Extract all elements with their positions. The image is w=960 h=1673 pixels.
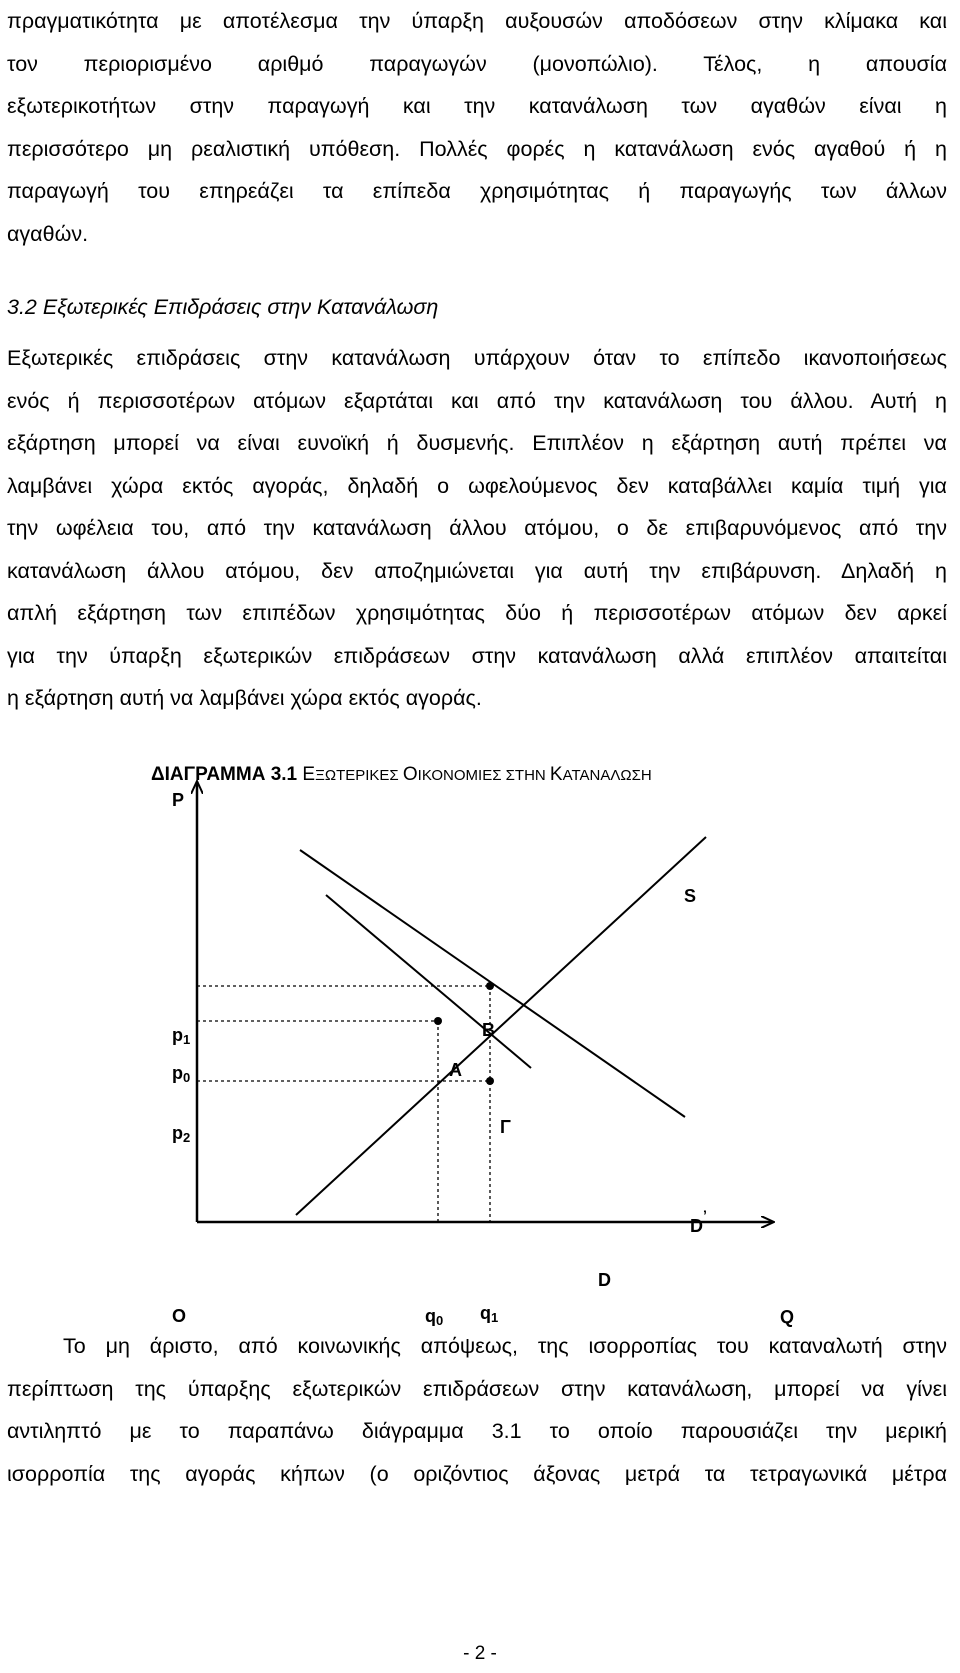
q1-label: q1 <box>480 1303 499 1325</box>
text-line: την ωφέλεια του, από την κατανάλωση άλλου ατόμου, ο δε επιβαρυνόμενος από την <box>7 516 947 540</box>
figure-title-part: Ο <box>402 764 418 785</box>
point-a-label: A <box>449 1060 462 1080</box>
figure-title-part: Ε <box>302 764 316 785</box>
text-line: λαμβάνει χώρα εκτός αγοράς, δηλαδή ο ωφελούμενος δεν καταβάλλει καμία τιμή για <box>7 473 947 498</box>
section-heading: 3.2 Εξωτερικές Επιδράσεις στην Κατανάλωση <box>7 295 439 319</box>
text-line: εξωτερικοτήτων στην παραγωγή και την κατανάλωση των αγαθών είναι η <box>7 94 947 118</box>
point-b-marker <box>486 982 494 990</box>
demand-label: D <box>598 1270 611 1290</box>
text-line: ισορροπία της αγοράς κήπων (ο οριζόντιος άξονας μετρά τα τετραγωνικά μέτρα <box>7 1461 947 1486</box>
q0-label: q0 <box>425 1306 444 1328</box>
p0-label: p0 <box>172 1063 191 1085</box>
point-g-label: Γ <box>500 1117 511 1137</box>
p1-label: p1 <box>172 1025 191 1047</box>
point-g-marker <box>486 1077 494 1085</box>
text-line: αγαθών. <box>7 221 89 246</box>
p2-label: p2 <box>172 1123 191 1145</box>
point-b-label: B <box>482 1020 495 1040</box>
text-line: τον περιορισμένο αριθμό παραγωγών (μονοπώλιο). Τέλος, η απουσία <box>7 51 947 76</box>
figure-number: ΔΙΑΓΡΑΜΜΑ 3.1 <box>151 764 298 785</box>
y-axis-label: P <box>172 790 185 810</box>
figure-title-part: ΑΤΑΝΑΛΩΣΗ <box>562 767 652 784</box>
text-line: Εξωτερικές επιδράσεις στην κατανάλωση υπάρχουν όταν το επίπεδο ικανοποιήσεως <box>7 346 947 370</box>
paragraph-externalities <box>7 337 947 720</box>
text-line: παραγωγή του επηρεάζει τα επίπεδα χρησιμότητας ή παραγωγής των άλλων <box>7 179 947 203</box>
text-line: αντιληπτό με το παραπάνω διάγραμμα 3.1 το οποίο παρουσιάζει την μερική <box>7 1419 947 1443</box>
text-line: πραγματικότητα με αποτέλεσμα την ύπαρξη αυξουσών αποδόσεων στην κλίμακα και <box>7 9 947 33</box>
text-line: απλή εξάρτηση των επιπέδων χρησιμότητας δύο ή περισσοτέρων ατόμων δεν αρκεί <box>7 601 947 625</box>
text-line: η εξάρτηση αυτή να λαμβάνει χώρα εκτός αγοράς. <box>7 686 482 710</box>
supply-label: S <box>684 886 697 906</box>
text-line: κατανάλωση άλλου ατόμου, δεν αποζημιώνεται για αυτή την επιβάρυνση. Δηλαδή η <box>7 558 947 583</box>
demand-shifted-label: D’ <box>690 1207 707 1236</box>
text-line: περισσότερο μη ρεαλιστική υπόθεση. Πολλές φορές η κατανάλωση ενός αγαθού ή η <box>7 136 947 161</box>
supply-demand-diagram <box>0 780 960 1328</box>
text-line: εξάρτηση μπορεί να είναι ευνοϊκή ή δυσμενής. Επιπλέον η εξάρτηση αυτή πρέπει να <box>7 431 947 455</box>
figure-title-part: Κ <box>549 764 563 785</box>
text-line: περίπτωση της ύπαρξης εξωτερικών επιδράσεων στην κατανάλωση, μπορεί να γίνει <box>7 1376 947 1401</box>
supply-curve <box>296 837 706 1215</box>
text-line: για την ύπαρξη εξωτερικών επιδράσεων στην κατανάλωση αλλά επιπλέον απαιτείται <box>7 643 947 668</box>
figure-title-part: ΙΚΟΝΟΜΙΕΣ ΣΤΗΝ <box>417 767 550 784</box>
paragraph-diagram-explanation <box>7 1325 947 1495</box>
text-line: Το μη άριστο, από κοινωνικής απόψεως, της ισορροπίας του καταναλωτή στην <box>63 1334 947 1358</box>
point-a-marker <box>434 1017 442 1025</box>
figure-title-part: ΞΩΤΕΡΙΚΕΣ <box>315 767 403 784</box>
origin-label: O <box>172 1306 187 1326</box>
demand-curve <box>326 895 531 1068</box>
page-number: - 2 - <box>463 1643 497 1664</box>
paragraph-intro <box>7 0 947 255</box>
x-axis-label: Q <box>780 1307 795 1327</box>
text-line: ενός ή περισσοτέρων ατόμων εξαρτάται και από την κατανάλωση του άλλου. Αυτή η <box>7 388 947 413</box>
